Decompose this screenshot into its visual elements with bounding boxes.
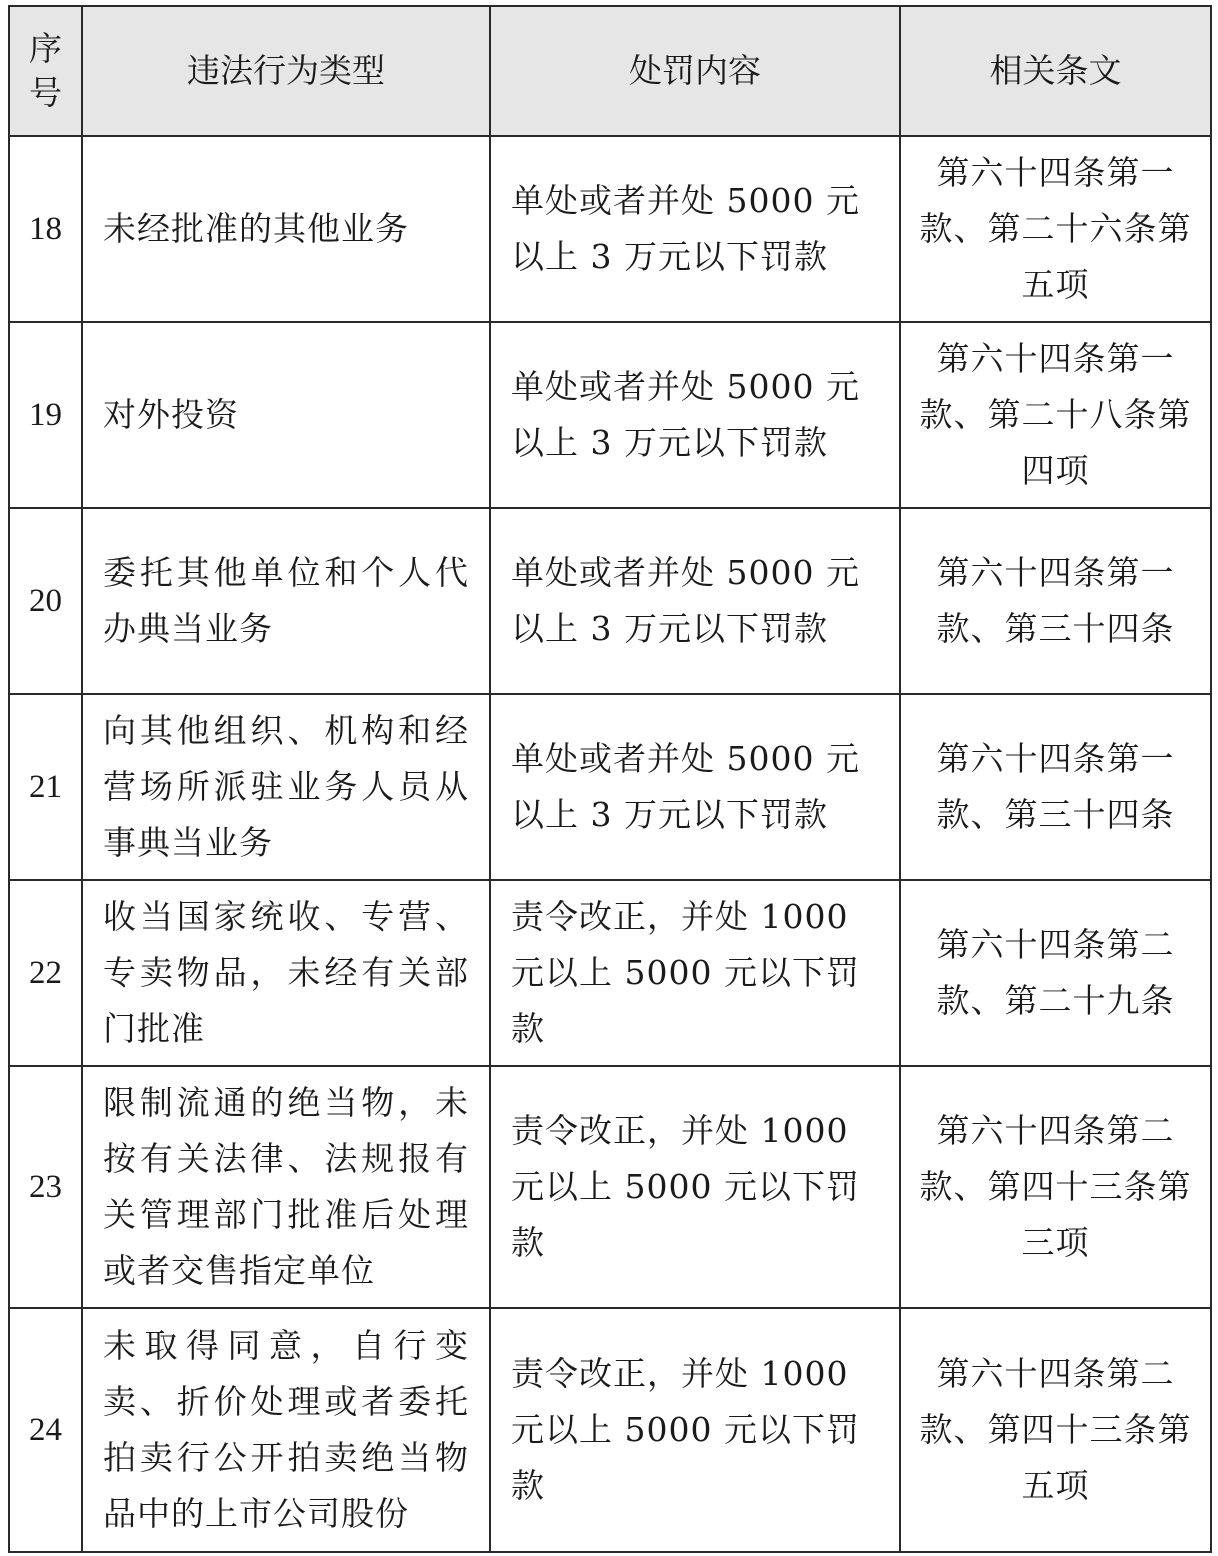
row-number: 18	[9, 136, 82, 322]
violation-cell: 向其他组织、机构和经营场所派驻业务人员从事典当业务	[82, 694, 490, 880]
table-row	[9, 1066, 1211, 1308]
table-row	[9, 136, 1211, 322]
header-violation-type: 违法行为类型	[82, 6, 490, 136]
row-number: 23	[9, 1066, 82, 1308]
header-number: 序 号	[9, 6, 82, 136]
table-row	[9, 694, 1211, 880]
violation-cell: 未经批准的其他业务	[82, 136, 490, 322]
table-row	[9, 1308, 1211, 1552]
table-row	[9, 322, 1211, 508]
article-cell: 第六十四条第二款、第四十三条第五项	[900, 1308, 1211, 1552]
header-penalty: 处罚内容	[490, 6, 900, 136]
row-number: 22	[9, 880, 82, 1066]
violation-cell: 收当国家统收、专营、专卖物品，未经有关部门批准	[82, 880, 490, 1066]
table-row	[9, 508, 1211, 694]
penalty-cell: 单处或者并处 5000 元以上 3 万元以下罚款	[490, 508, 900, 694]
row-number: 24	[9, 1308, 82, 1552]
article-cell: 第六十四条第一款、第三十四条	[900, 694, 1211, 880]
violation-cell: 委托其他单位和个人代办典当业务	[82, 508, 490, 694]
penalty-cell: 责令改正，并处 1000 元以上 5000 元以下罚款	[490, 1066, 900, 1308]
violation-cell: 对外投资	[82, 322, 490, 508]
row-number: 19	[9, 322, 82, 508]
penalty-cell: 责令改正，并处 1000 元以上 5000 元以下罚款	[490, 880, 900, 1066]
penalty-cell: 责令改正，并处 1000 元以上 5000 元以下罚款	[490, 1308, 900, 1552]
row-number: 21	[9, 694, 82, 880]
violation-cell: 限制流通的绝当物，未按有关法律、法规报有关管理部门批准后处理或者交售指定单位	[82, 1066, 490, 1308]
table-row	[9, 880, 1211, 1066]
header-article: 相关条文	[900, 6, 1211, 136]
penalty-table	[8, 5, 1212, 1553]
article-cell: 第六十四条第一款、第三十四条	[900, 508, 1211, 694]
article-cell: 第六十四条第二款、第四十三条第三项	[900, 1066, 1211, 1308]
article-cell: 第六十四条第一款、第二十六条第五项	[900, 136, 1211, 322]
article-cell: 第六十四条第二款、第二十九条	[900, 880, 1211, 1066]
header-row	[9, 6, 1211, 136]
penalty-cell: 单处或者并处 5000 元以上 3 万元以下罚款	[490, 694, 900, 880]
row-number: 20	[9, 508, 82, 694]
article-cell: 第六十四条第一款、第二十八条第四项	[900, 322, 1211, 508]
penalty-cell: 单处或者并处 5000 元以上 3 万元以下罚款	[490, 136, 900, 322]
violation-cell: 未取得同意，自行变卖、折价处理或者委托拍卖行公开拍卖绝当物品中的上市公司股份	[82, 1308, 490, 1552]
penalty-cell: 单处或者并处 5000 元以上 3 万元以下罚款	[490, 322, 900, 508]
